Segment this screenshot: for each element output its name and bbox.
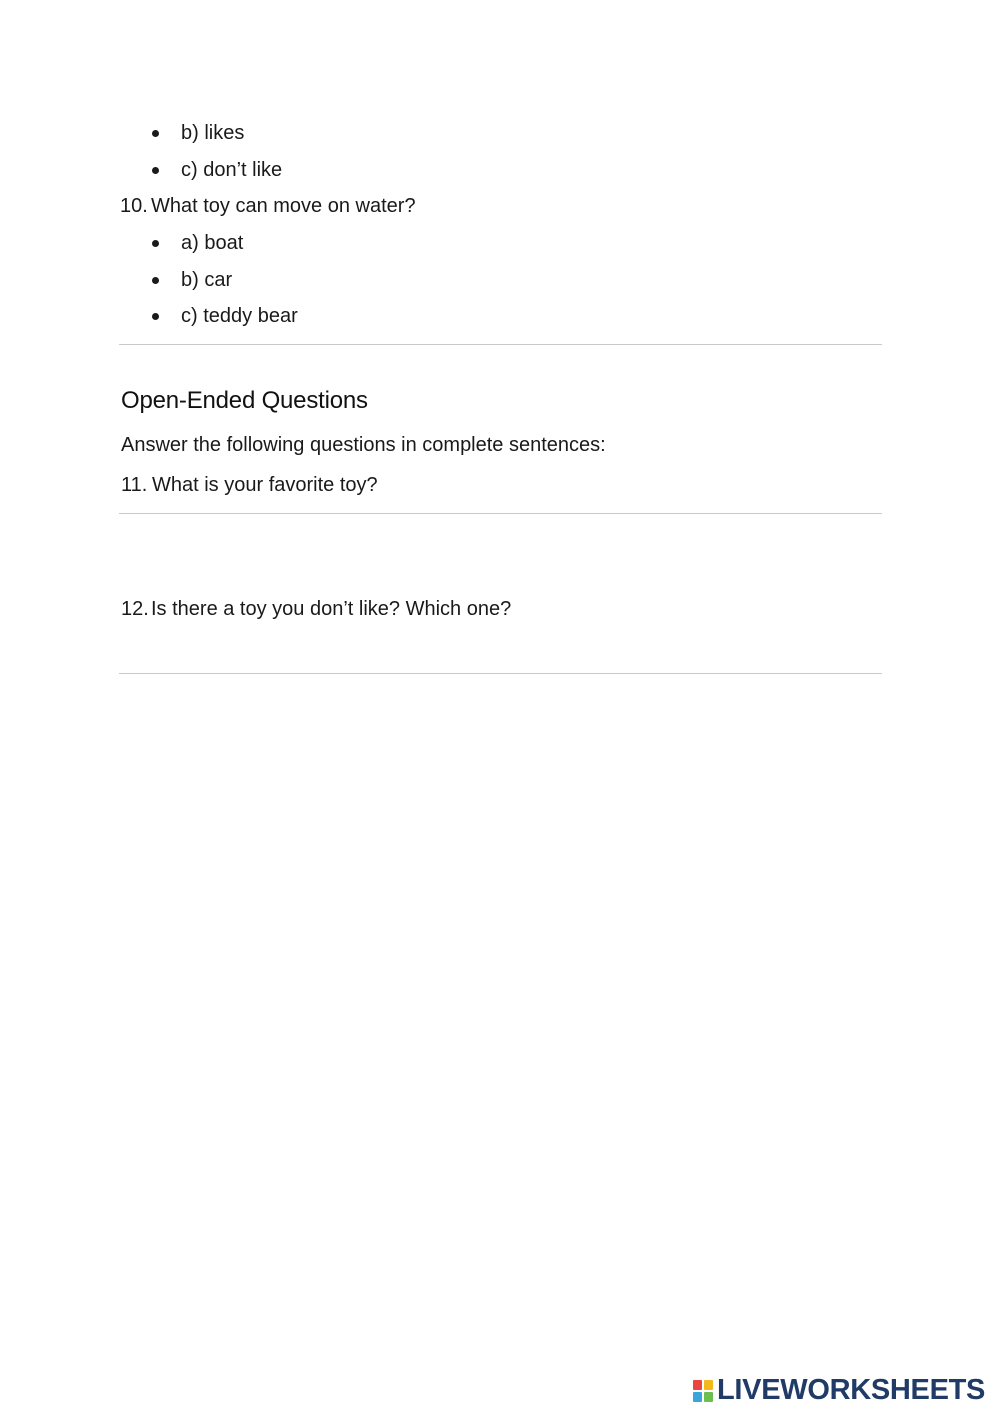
question-12-text: Is there a toy you don’t like? Which one? — [151, 598, 512, 620]
option-c-dont-like: c) don’t like — [181, 159, 283, 181]
option-a-boat: a) boat — [181, 232, 244, 254]
option-c-teddy-bear: c) teddy bear — [181, 305, 298, 327]
section-instructions: Answer the following questions in complete sentences: — [121, 434, 606, 456]
logo-text: LIVEWORKSHEETS — [717, 1374, 986, 1406]
section-heading: Open-Ended Questions — [121, 387, 368, 414]
answer-line-11[interactable] — [119, 513, 882, 514]
question-12-number: 12. — [121, 598, 149, 620]
logo-blocks-icon — [693, 1380, 713, 1402]
bullet-dot — [152, 313, 159, 320]
bullet-dot — [152, 277, 159, 284]
bullet-dot — [152, 167, 159, 174]
question-10-number: 10. — [120, 195, 148, 217]
question-11-text: What is your favorite toy? — [152, 474, 378, 496]
answer-line-12[interactable] — [119, 673, 882, 674]
section-divider — [119, 344, 882, 345]
question-11-number: 11. — [121, 474, 148, 496]
bullet-dot — [152, 240, 159, 247]
bullet-dot — [152, 130, 159, 137]
option-b-car: b) car — [181, 269, 233, 291]
question-10-text: What toy can move on water? — [151, 195, 416, 217]
option-b-likes: b) likes — [181, 122, 245, 144]
